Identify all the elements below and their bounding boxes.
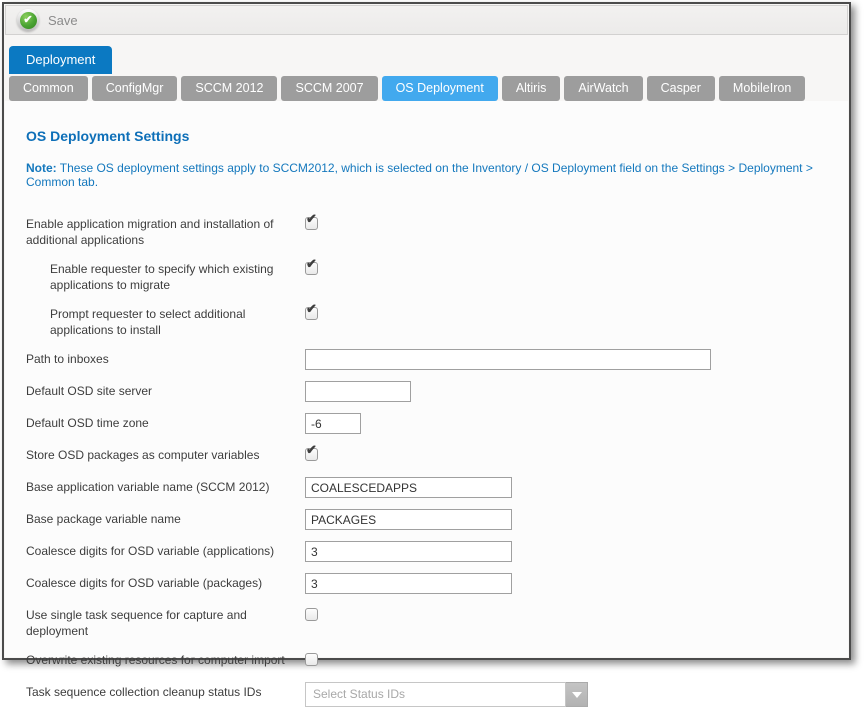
- prompt-requester-select-control: [305, 301, 318, 320]
- form-row: [26, 509, 828, 530]
- tab-row: [9, 76, 845, 101]
- tab-configmgr[interactable]: ConfigMgr: [92, 76, 178, 101]
- form-row: [26, 682, 828, 707]
- note-text: [26, 161, 828, 189]
- settings-window: [2, 2, 851, 701]
- default-osd-site-server-control: [305, 381, 411, 402]
- base-application-variable-name-label: Base application variable name (SCCM 2012): [26, 480, 270, 494]
- coalesce-digits-applications-input[interactable]: [305, 541, 512, 562]
- form-row: [26, 349, 828, 370]
- form-row: [26, 301, 828, 338]
- enable-requester-specify-control: [305, 256, 318, 275]
- checkmark-icon: ✔: [306, 211, 317, 226]
- task-sequence-cleanup-status-ids-select[interactable]: [305, 682, 588, 707]
- settings-form: [26, 211, 828, 707]
- task-sequence-cleanup-status-ids-label: Task sequence collection cleanup status IDs: [26, 685, 262, 699]
- toolbar: [5, 5, 848, 35]
- navigation: [9, 46, 845, 101]
- enable-requester-specify-checkbox[interactable]: [305, 256, 318, 275]
- form-row: [26, 605, 828, 639]
- tab-sccm-2007[interactable]: SCCM 2007: [281, 76, 377, 101]
- content-panel: [5, 101, 848, 701]
- form-row: [26, 211, 828, 248]
- save-check-glyph: ✔: [20, 12, 37, 29]
- note-body: These OS deployment settings apply to SCCM2012, which is selected on the Inventory / OS Deployment field on the Settings > Deployment > Common tab.: [26, 161, 813, 189]
- form-row: [26, 541, 828, 562]
- prompt-requester-select-checkbox[interactable]: [305, 301, 318, 320]
- base-package-variable-name-label: Base package variable name: [26, 512, 181, 526]
- tab-os-deployment[interactable]: OS Deployment: [382, 76, 498, 101]
- form-row: [26, 650, 828, 671]
- tab-altiris[interactable]: Altiris: [502, 76, 561, 101]
- enable-requester-specify-label: Enable requester to specify which existing applications to migrate: [50, 262, 274, 292]
- tab-sccm-2012[interactable]: SCCM 2012: [181, 76, 277, 101]
- checkmark-icon: ✔: [306, 442, 317, 457]
- task-sequence-cleanup-status-ids-control: [305, 682, 588, 707]
- enable-application-migration-label: Enable application migration and installation of additional applications: [26, 217, 274, 247]
- path-to-inboxes-control: [305, 349, 711, 370]
- checkmark-icon: ✔: [306, 301, 317, 316]
- default-osd-site-server-input[interactable]: [305, 381, 411, 402]
- checkmark-icon: ✔: [306, 256, 317, 271]
- use-single-task-sequence-control: [305, 605, 318, 621]
- enable-application-migration-checkbox[interactable]: [305, 211, 318, 230]
- save-button[interactable]: [17, 9, 78, 31]
- path-to-inboxes-input[interactable]: [305, 349, 711, 370]
- save-button-label: Save: [48, 12, 78, 28]
- base-package-variable-name-control: [305, 509, 512, 530]
- coalesce-digits-packages-input[interactable]: [305, 573, 512, 594]
- form-row: [26, 256, 828, 293]
- path-to-inboxes-label: Path to inboxes: [26, 352, 109, 366]
- form-row: [26, 442, 828, 466]
- task-sequence-cleanup-status-ids-dropdown-button[interactable]: [566, 682, 588, 707]
- base-package-variable-name-input[interactable]: [305, 509, 512, 530]
- store-osd-packages-label: Store OSD packages as computer variables: [26, 448, 260, 462]
- page-title: OS Deployment Settings: [26, 128, 190, 144]
- note-prefix: Note:: [26, 161, 57, 175]
- base-application-variable-name-input[interactable]: [305, 477, 512, 498]
- tab-deployment[interactable]: Deployment: [9, 46, 112, 74]
- coalesce-digits-packages-control: [305, 573, 512, 594]
- form-row: [26, 573, 828, 594]
- overwrite-existing-resources-checkbox[interactable]: [305, 653, 318, 666]
- store-osd-packages-control: [305, 442, 318, 461]
- coalesce-digits-applications-label: Coalesce digits for OSD variable (applications): [26, 544, 275, 558]
- coalesce-digits-applications-control: [305, 541, 512, 562]
- tab-mobileiron[interactable]: MobileIron: [719, 76, 805, 101]
- base-application-variable-name-control: [305, 477, 512, 498]
- default-osd-time-zone-control: [305, 413, 361, 434]
- form-row: [26, 413, 828, 434]
- default-osd-time-zone-input[interactable]: [305, 413, 361, 434]
- use-single-task-sequence-label: Use single task sequence for capture and deployment: [26, 608, 247, 638]
- task-sequence-cleanup-status-ids-placeholder: Select Status IDs: [305, 682, 566, 707]
- form-row: [26, 381, 828, 402]
- tab-common[interactable]: Common: [9, 76, 88, 101]
- form-row: [26, 477, 828, 498]
- default-osd-time-zone-label: Default OSD time zone: [26, 416, 149, 430]
- tab-airwatch[interactable]: AirWatch: [564, 76, 642, 101]
- prompt-requester-select-label: Prompt requester to select additional applications to install: [50, 307, 246, 337]
- chevron-down-icon: [572, 692, 582, 698]
- enable-application-migration-control: [305, 211, 318, 230]
- overwrite-existing-resources-control: [305, 650, 318, 666]
- save-check-icon: [17, 9, 39, 31]
- coalesce-digits-packages-label: Coalesce digits for OSD variable (packages): [26, 576, 263, 590]
- store-osd-packages-checkbox[interactable]: [305, 442, 318, 461]
- use-single-task-sequence-checkbox[interactable]: [305, 608, 318, 621]
- default-osd-site-server-label: Default OSD site server: [26, 384, 153, 398]
- tab-casper[interactable]: Casper: [647, 76, 715, 101]
- overwrite-existing-resources-label: Overwrite existing resources for computer import: [26, 653, 285, 667]
